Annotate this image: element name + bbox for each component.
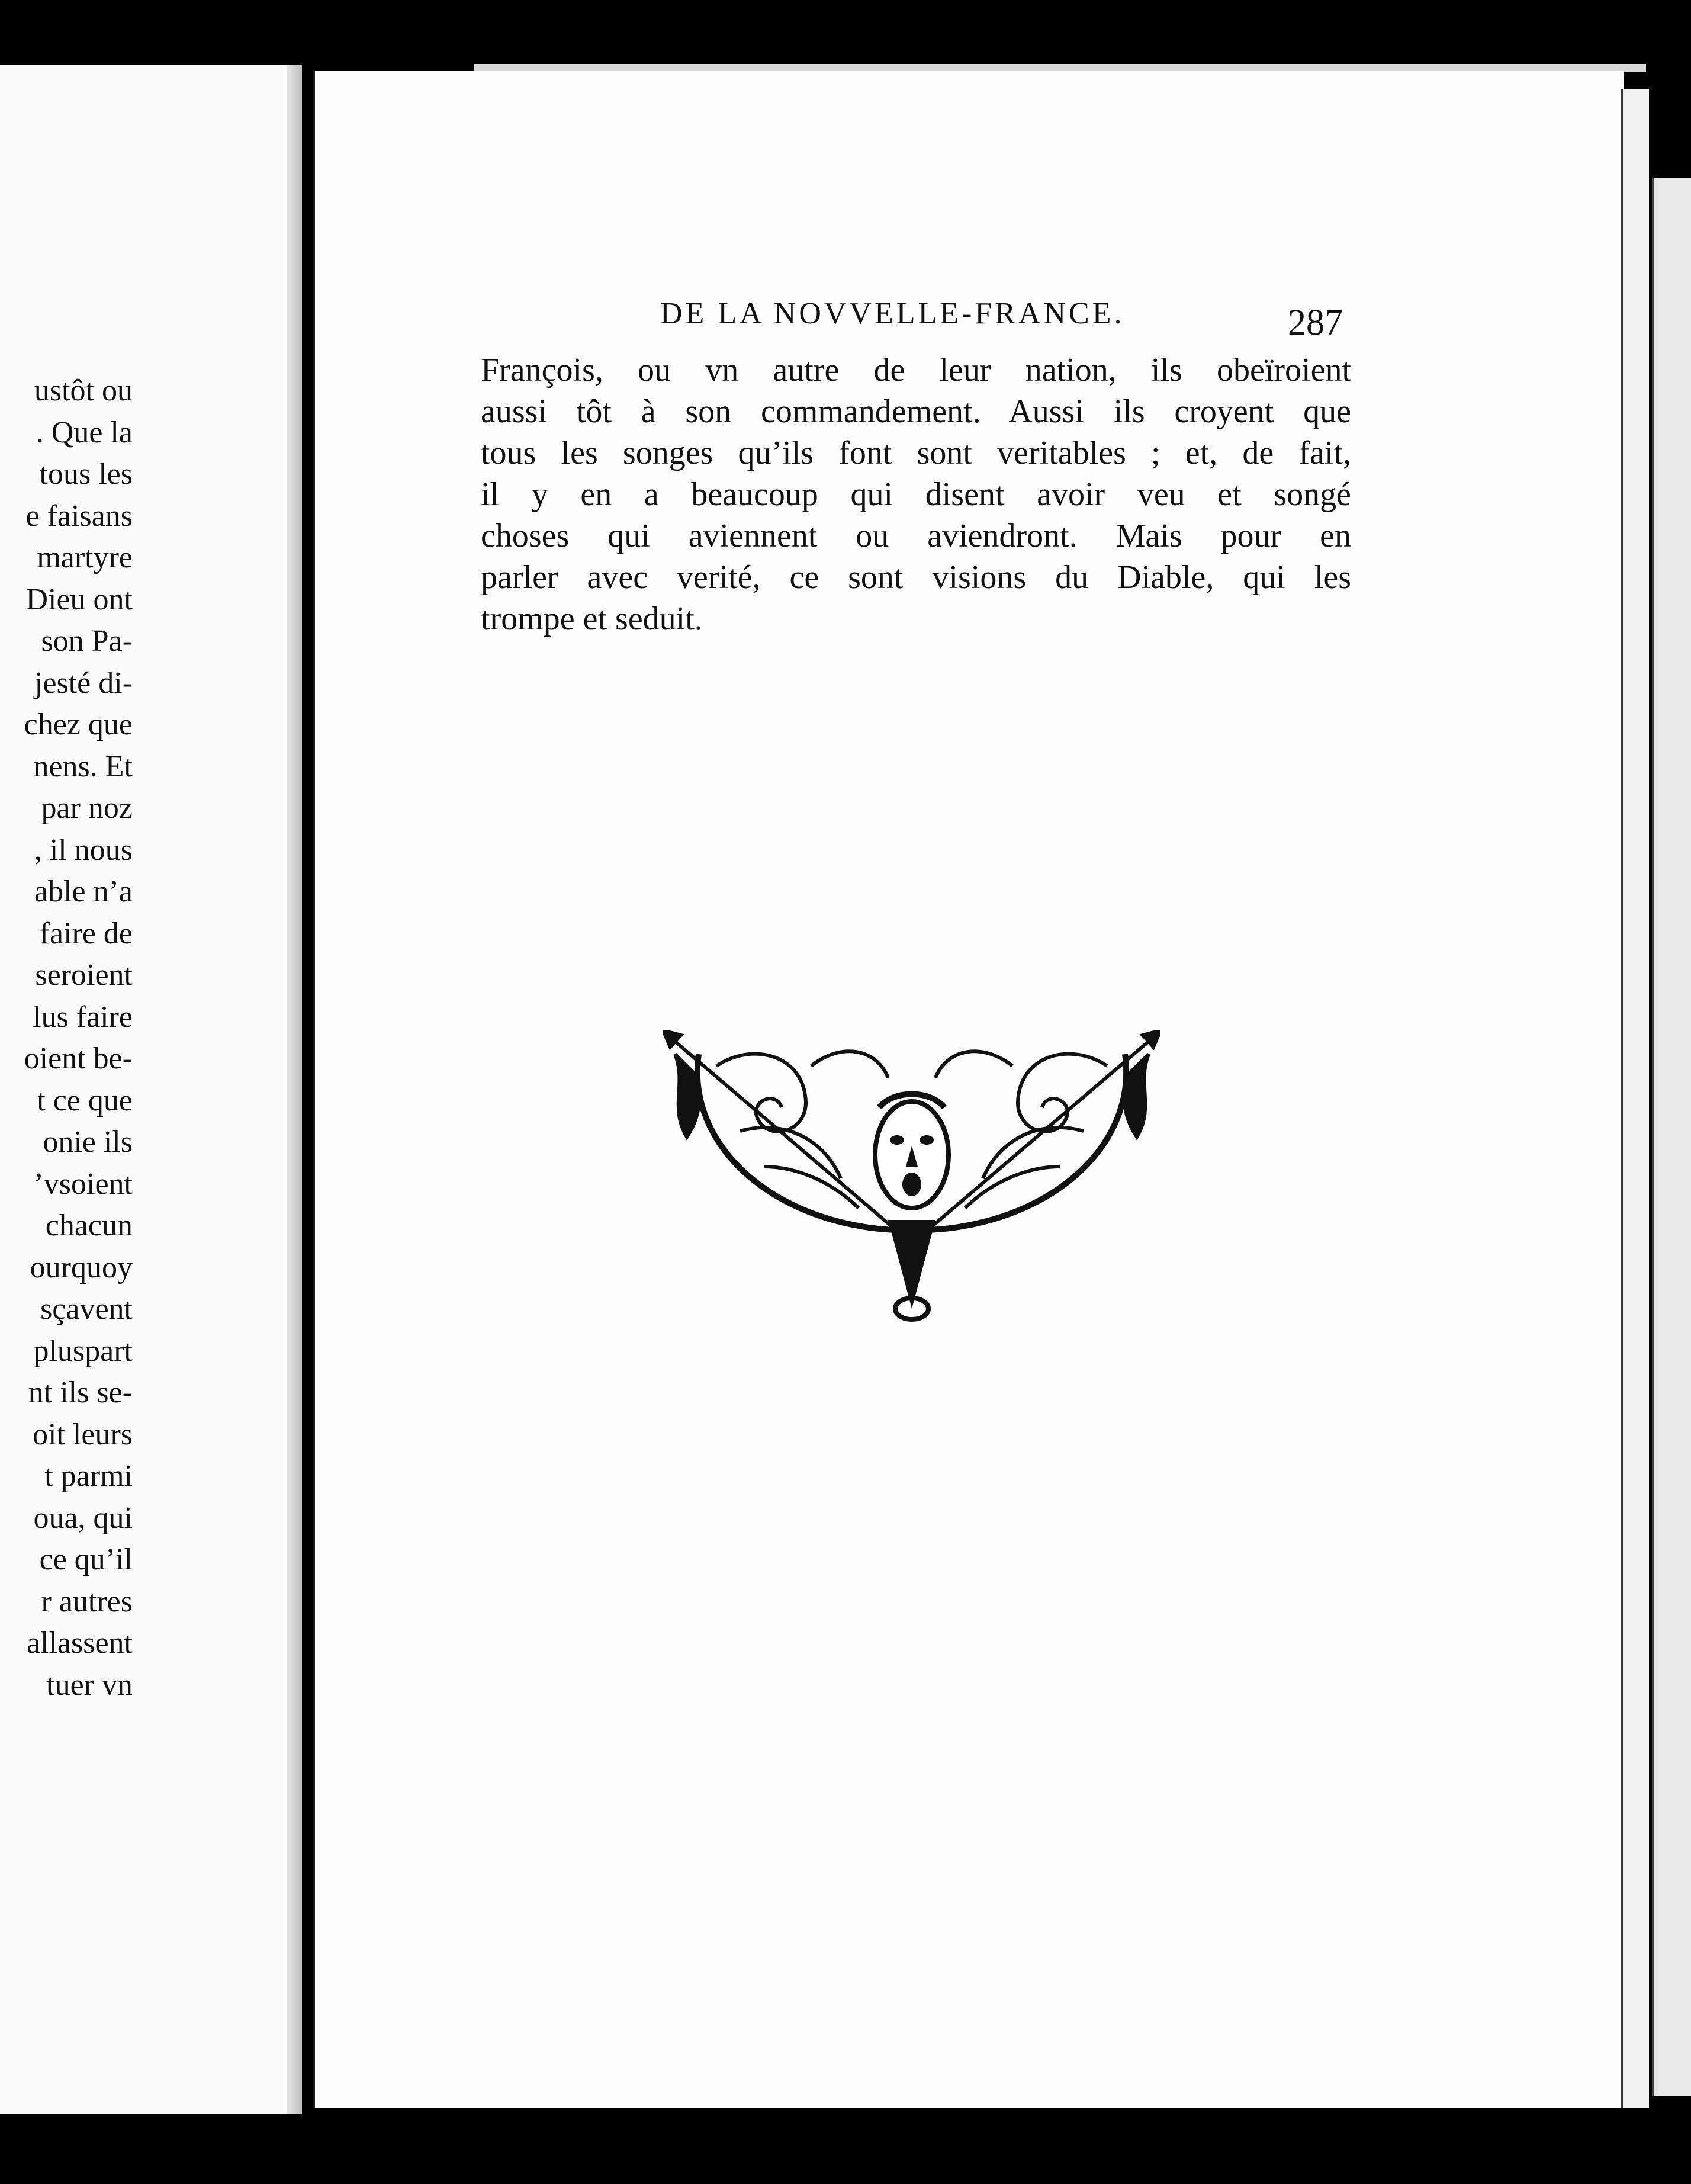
facing-page — [0, 65, 302, 2114]
facing-page-line: t ce que — [37, 1083, 133, 1117]
body-line: trompe et seduit. — [481, 600, 703, 637]
facing-page-text — [0, 370, 133, 1706]
running-head: DE LA NOVVELLE-FRANCE. — [660, 297, 1125, 330]
facing-page-line: faire de — [39, 916, 133, 950]
facing-page-line: allassent — [26, 1626, 133, 1660]
body-line: François, ou vn autre de leur nation, ils obeïroient — [481, 352, 1351, 388]
body-paragraph — [481, 349, 1351, 640]
body-line: aussi tôt à son commandement. Aussi ils croyent que — [481, 393, 1351, 430]
facing-page-line: lus faire — [33, 1000, 133, 1034]
facing-page-line: able n’a — [34, 875, 133, 908]
facing-page-line: ourquoy — [30, 1250, 133, 1284]
facing-page-line: jesté di- — [34, 666, 133, 700]
body-line: parler avec verité, ce sont visions du Diable, qui les — [481, 559, 1351, 596]
facing-page-line: pluspart — [33, 1334, 133, 1368]
facing-page-line: oient be- — [24, 1042, 133, 1075]
facing-page-line: e faisans — [25, 499, 133, 533]
grotesque-mask-ornament-icon — [663, 1030, 1160, 1327]
facing-page-line: t parmi — [44, 1459, 133, 1493]
facing-page-line: martyre — [37, 541, 133, 574]
page-number: 287 — [1288, 303, 1343, 343]
facing-page-line: tous les — [39, 457, 133, 491]
facing-page-line: nt ils se- — [28, 1376, 133, 1409]
facing-page-line: ’vsoient — [33, 1167, 133, 1201]
facing-page-line: oua, qui — [33, 1501, 133, 1535]
facing-page-line: ce qu’il — [39, 1543, 133, 1576]
facing-page-line: sçavent — [40, 1292, 133, 1326]
facing-page-line: onie ils — [43, 1125, 133, 1159]
facing-page-line: , il nous — [34, 833, 133, 867]
facing-page-line: r autres — [41, 1584, 133, 1618]
facing-page-line: chez que — [24, 708, 133, 741]
gutter-shadow — [287, 65, 302, 2114]
page-edge — [1652, 178, 1691, 2096]
page-edge — [1621, 89, 1649, 2108]
facing-page-line: tuer vn — [46, 1668, 133, 1702]
facing-page-line: ustôt ou — [34, 374, 133, 407]
facing-page-line: Dieu ont — [25, 582, 133, 616]
facing-page-line: seroient — [35, 958, 133, 992]
facing-page-line: . Que la — [36, 415, 133, 449]
facing-page-line: son Pa- — [41, 624, 133, 658]
facing-page-line: nens. Et — [33, 749, 133, 783]
facing-page-line: par noz — [41, 791, 133, 825]
facing-page-line: chacun — [45, 1209, 133, 1242]
body-line: tous les songes qu’ils font sont veritables ; et, de fait, — [481, 435, 1351, 471]
body-line: il y en a beaucoup qui disent avoir veu et songé — [481, 476, 1351, 513]
body-line: choses qui aviennent ou aviendront. Mais pour en — [481, 518, 1351, 554]
facing-page-line: oit leurs — [33, 1417, 133, 1451]
